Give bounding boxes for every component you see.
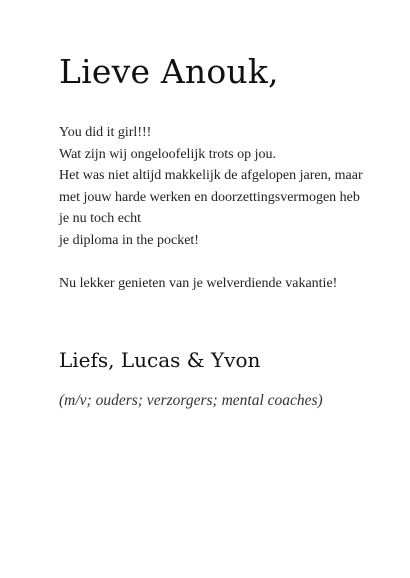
message-body bbox=[59, 122, 399, 294]
closing-line: Nu lekker genieten van je welverdiende vakantie! bbox=[59, 275, 338, 291]
message-line: met jouw harde werken en doorzettingsvermogen heb bbox=[59, 189, 360, 205]
message-line: Wat zijn wij ongeloofelijk trots op jou. bbox=[59, 146, 277, 162]
greeting-heading: Lieve Anouk, bbox=[59, 52, 279, 91]
signature: Liefs, Lucas & Yvon bbox=[59, 348, 261, 372]
paragraph-spacer bbox=[59, 251, 399, 273]
message-line: je diploma in the pocket! bbox=[59, 232, 199, 248]
message-line: Het was niet altijd makkelijk de afgelopen jaren, maar bbox=[59, 168, 363, 183]
signature-roles: (m/v; ouders; verzorgers; mental coaches) bbox=[59, 392, 323, 409]
message-line: You did it girl!!! bbox=[59, 125, 152, 140]
message-line: je nu toch echt bbox=[59, 211, 142, 226]
